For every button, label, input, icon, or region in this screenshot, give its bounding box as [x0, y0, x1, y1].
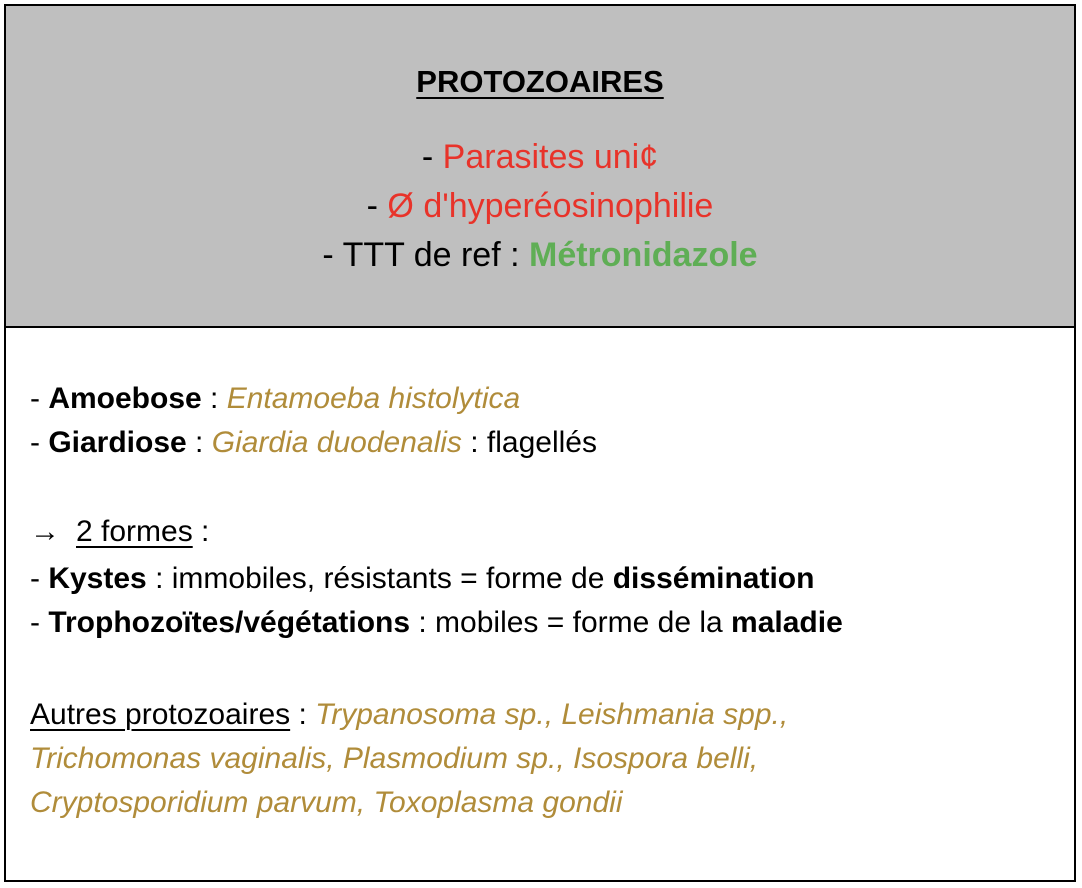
autres-species-2: Trichomonas vaginalis, Plasmodium sp., Isospora belli,: [30, 742, 759, 775]
autres-species-1: Trypanosoma sp., Leishmania spp.,: [315, 698, 789, 731]
amoebose-line: [30, 382, 520, 416]
amoebose-sep: :: [201, 382, 227, 415]
tropho-bold: maladie: [731, 606, 843, 639]
autres-label: Autres protozoaires: [30, 698, 291, 731]
giardiose-dash: -: [30, 426, 49, 459]
formes-label: 2 formes: [76, 515, 193, 548]
autres-line-1: [30, 698, 788, 732]
header-line-3: [6, 236, 1074, 275]
kystes-dash: -: [30, 562, 49, 595]
protozoa-card: [4, 4, 1076, 882]
kystes-name: Kystes: [48, 562, 147, 595]
kystes-bold: dissémination: [612, 562, 815, 595]
amoebose-species: Entamoeba histolytica: [226, 382, 521, 415]
header-section: [6, 6, 1074, 328]
line1-red: Parasites uni¢: [442, 138, 659, 176]
tropho-name: Trophozoïtes/végétations: [48, 606, 411, 639]
amoebose-name: Amoebose: [48, 382, 202, 415]
header-line-1: [6, 138, 1074, 177]
giardiose-tail: : flagellés: [461, 426, 597, 459]
giardiose-species: Giardia duodenalis: [211, 426, 462, 459]
line3-prefix: - TTT de ref :: [322, 236, 529, 274]
autres-species-3: Cryptosporidium parvum, Toxoplasma gondii: [30, 786, 623, 819]
amoebose-dash: -: [30, 382, 49, 415]
line2-red: Ø d'hyperéosinophilie: [387, 187, 714, 225]
title-text: PROTOZOAIRES: [416, 64, 664, 99]
giardiose-sep: :: [186, 426, 212, 459]
line2-prefix: -: [366, 187, 388, 225]
line3-green: Métronidazole: [529, 236, 758, 274]
page-title: [6, 64, 1074, 100]
formes-line: [30, 515, 209, 549]
autres-line-3: [30, 786, 623, 820]
giardiose-line: [30, 426, 597, 460]
tropho-text: : mobiles = forme de la: [410, 606, 732, 639]
kystes-text: : immobiles, résistants = forme de: [146, 562, 613, 595]
autres-sep: :: [290, 698, 316, 731]
tropho-line: [30, 606, 843, 640]
tropho-dash: -: [30, 606, 49, 639]
giardiose-name: Giardiose: [48, 426, 187, 459]
line1-prefix: -: [421, 138, 443, 176]
autres-line-2: [30, 742, 758, 776]
header-line-2: [6, 187, 1074, 226]
formes-tail: :: [192, 515, 210, 548]
arrow-right-icon: →: [30, 515, 60, 548]
kystes-line: [30, 562, 814, 596]
